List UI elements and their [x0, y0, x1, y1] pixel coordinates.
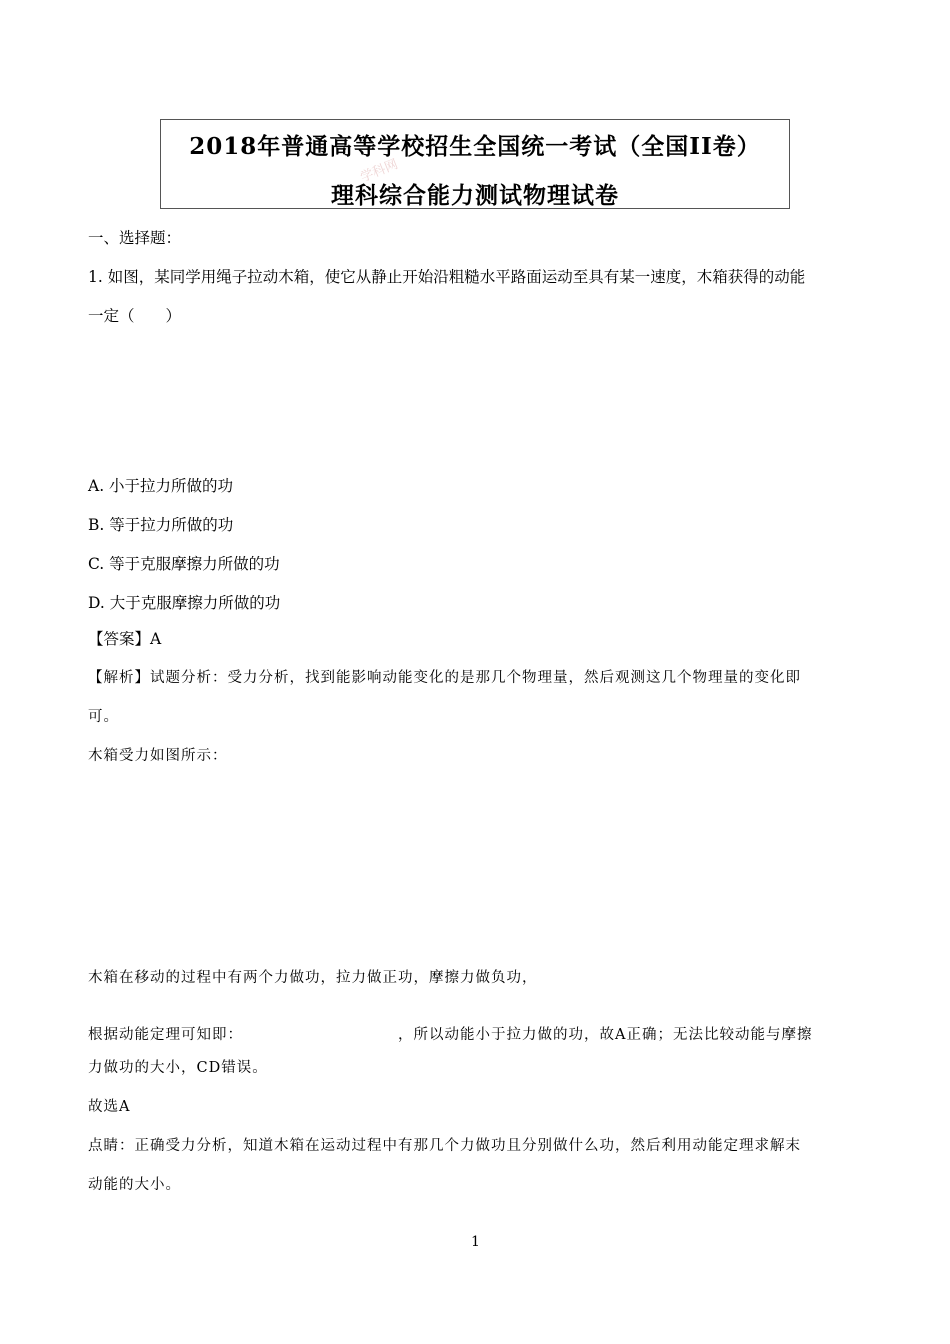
work-line: 木箱在移动的过程中有两个力做功，拉力做正功，摩擦力做负功， [88, 970, 538, 986]
question-stem-line2: 一定（ ） [88, 307, 182, 325]
page-number: 1 [471, 1234, 480, 1250]
theorem-line2: 力做功的大小，CD错误。 [88, 1060, 268, 1076]
exam-subtitle: 理科综合能力测试物理试卷 [331, 182, 619, 209]
theorem-suffix: ，所以动能小于拉力做的功，故A正确；无法比较动能与摩擦 [398, 1027, 813, 1043]
exam-title: 2018年普通高等学校招生全国统一考试（全国II卷） [189, 133, 761, 160]
question-stem-line1: 1. 如图，某同学用绳子拉动木箱，使它从静止开始沿粗糙水平路面运动至具有某一速度，木箱获得的动能 [88, 268, 806, 286]
answer-line: 【答案】A [88, 630, 162, 648]
comment-line2: 动能的大小。 [88, 1177, 181, 1193]
choose-line: 故选A [88, 1099, 131, 1115]
watermark-logo: 学科网 [358, 157, 401, 186]
option-a: A. 小于拉力所做的功 [88, 477, 234, 495]
theorem-prefix: 根据动能定理可知即： [88, 1027, 243, 1043]
option-b: B. 等于拉力所做的功 [88, 516, 234, 534]
section-heading: 一、选择题： [88, 229, 182, 247]
analysis-line1: 【解析】试题分析：受力分析，找到能影响动能变化的是那几个物理量，然后观测这几个物理量的变化即 [88, 670, 801, 686]
force-intro: 木箱受力如图所示： [88, 748, 228, 764]
analysis-line2: 可。 [88, 709, 119, 725]
option-d: D. 大于克服摩擦力所做的功 [88, 594, 281, 612]
option-c: C. 等于克服摩擦力所做的功 [88, 555, 280, 573]
title-box [160, 119, 790, 209]
comment-line1: 点睛：正确受力分析，知道木箱在运动过程中有那几个力做功且分别做什么功，然后利用动能定理求解末 [88, 1138, 801, 1154]
